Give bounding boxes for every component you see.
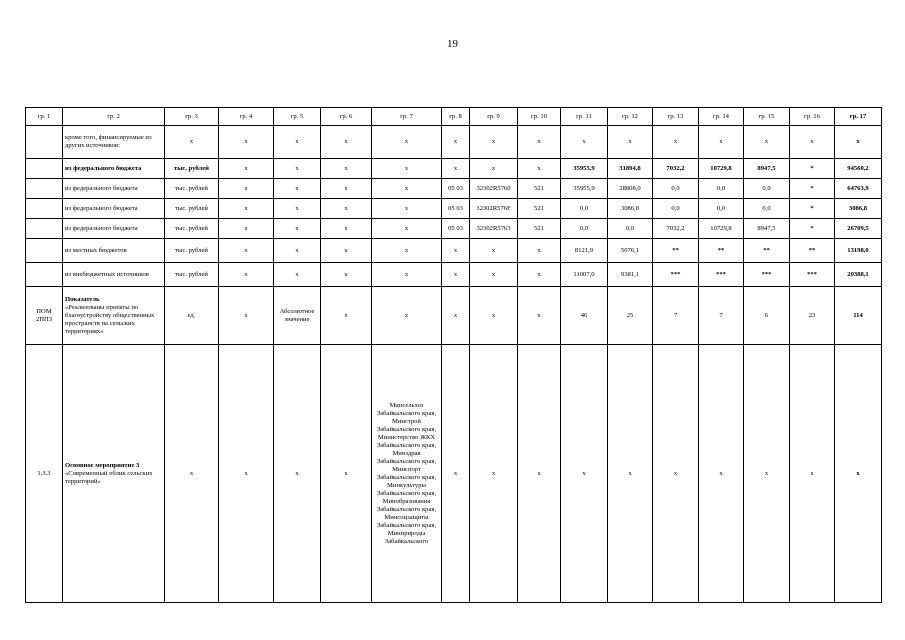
table-cell: 28808,0 xyxy=(608,179,653,199)
table-cell: тыс. рублей xyxy=(165,219,219,239)
table-cell: из местных бюджетов xyxy=(63,239,165,263)
table-row-federal-total xyxy=(26,159,882,179)
table-cell: х xyxy=(442,263,470,287)
table-cell: 35955,9 xyxy=(561,179,608,199)
responsible-agencies-cell: Минсельхоз Забайкальского края, Минстрой Забайкальского края, Министерство ЖКХ Забайкальского края, Минздрав Забайкальского края, Минспорт Забайкальского края, Минкультуры Забайкальского края, Минобразования Забайкальского края, Минсоцзащиты Забайкальского края, Минприроды Забайкальского xyxy=(372,345,442,603)
table-row-federal-1 xyxy=(26,179,882,199)
table-cell xyxy=(63,345,165,603)
table-cell: х xyxy=(321,179,372,199)
activity-heading: Основное мероприятие 3 xyxy=(65,461,140,469)
table-cell: 11007,0 xyxy=(561,263,608,287)
table-cell xyxy=(63,287,165,345)
table-cell: х xyxy=(219,239,274,263)
table-cell: х xyxy=(608,345,653,603)
table-cell: х xyxy=(470,126,518,159)
table-cell: 0,0 xyxy=(653,199,699,219)
table-cell: х xyxy=(372,179,442,199)
table-cell: 0,0 xyxy=(608,219,653,239)
header-cell: гр. 6 xyxy=(321,108,372,126)
table-cell: тыс. рублей xyxy=(165,159,219,179)
header-row xyxy=(26,108,882,126)
table-cell: х xyxy=(470,345,518,603)
table-cell: х xyxy=(274,179,321,199)
table-cell: 10729,8 xyxy=(699,159,744,179)
header-cell: гр. 13 xyxy=(653,108,699,126)
table-cell: х xyxy=(165,126,219,159)
header-cell: гр. 17 xyxy=(835,108,882,126)
table-cell: х xyxy=(372,219,442,239)
table-cell: х xyxy=(561,345,608,603)
table-cell: х xyxy=(518,345,561,603)
header-cell: гр. 7 xyxy=(372,108,442,126)
table-cell: * xyxy=(790,159,835,179)
table-cell xyxy=(26,263,63,287)
table-cell: х xyxy=(442,287,470,345)
table-cell: 8947,5 xyxy=(744,159,790,179)
table-cell: 5076,1 xyxy=(608,239,653,263)
table-cell: 05 03 xyxy=(442,179,470,199)
table-cell: х xyxy=(274,263,321,287)
table-cell: из федерального бюджета xyxy=(63,199,165,219)
table-cell: 7032,2 xyxy=(653,159,699,179)
table-cell: тыс. рублей xyxy=(165,239,219,263)
table-cell: х xyxy=(790,345,835,603)
header-cell: гр. 2 xyxy=(63,108,165,126)
header-cell: гр. 9 xyxy=(470,108,518,126)
table-cell: из федерального бюджета xyxy=(63,159,165,179)
table-cell: 6 xyxy=(744,287,790,345)
table-cell: 8947,5 xyxy=(744,219,790,239)
table-cell: Абсолютное значение xyxy=(274,287,321,345)
table-cell: х xyxy=(219,345,274,603)
table-cell: 0,0 xyxy=(744,199,790,219)
header-cell: гр. 4 xyxy=(219,108,274,126)
table-row-federal-2 xyxy=(26,199,882,219)
table-cell: х xyxy=(470,263,518,287)
table-cell: 32302R5763 xyxy=(470,219,518,239)
table-cell: х xyxy=(165,345,219,603)
header-cell: гр. 3 xyxy=(165,108,219,126)
table-cell: 05 03 xyxy=(442,219,470,239)
table-cell: 05 03 xyxy=(442,199,470,219)
table-cell xyxy=(26,219,63,239)
table-cell: х xyxy=(219,179,274,199)
table-cell: х xyxy=(699,345,744,603)
table-cell: 0,0 xyxy=(561,219,608,239)
table-cell: *** xyxy=(699,263,744,287)
table-cell: * xyxy=(790,179,835,199)
table-cell: х xyxy=(321,219,372,239)
header-cell: гр. 5 xyxy=(274,108,321,126)
table-cell: * xyxy=(790,199,835,219)
table-cell: х xyxy=(442,126,470,159)
table-cell: х xyxy=(274,199,321,219)
table-cell: кроме того, финансируемые из других источников: xyxy=(63,126,165,159)
table-cell: х xyxy=(274,219,321,239)
table-cell: х xyxy=(274,239,321,263)
table-cell: х xyxy=(321,287,372,345)
table-cell: х xyxy=(219,126,274,159)
table-cell: х xyxy=(321,126,372,159)
table-cell: 0,0 xyxy=(561,199,608,219)
table-cell: х xyxy=(274,126,321,159)
header-cell: гр. 1 xyxy=(26,108,63,126)
table-cell: х xyxy=(744,126,790,159)
table-cell: х xyxy=(372,126,442,159)
table-cell: 46 xyxy=(561,287,608,345)
table-cell: х xyxy=(470,239,518,263)
header-cell: гр. 12 xyxy=(608,108,653,126)
table-cell: х xyxy=(518,263,561,287)
table-cell: ** xyxy=(790,239,835,263)
table-cell: 20388,1 xyxy=(835,263,882,287)
table-cell xyxy=(26,179,63,199)
table-cell xyxy=(26,159,63,179)
table-cell: ед. xyxy=(165,287,219,345)
table-cell: х xyxy=(653,345,699,603)
table-cell: х xyxy=(321,199,372,219)
table-cell: 0,0 xyxy=(653,179,699,199)
table-cell: х xyxy=(321,345,372,603)
table-cell: тыс. рублей xyxy=(165,263,219,287)
table-cell xyxy=(26,239,63,263)
table-cell: 0,0 xyxy=(699,199,744,219)
indicator-description: «Реализованы проекты по благоустройству общественных пространств на сельских территориях» xyxy=(65,303,155,335)
table-row-indicator xyxy=(26,287,882,345)
table-cell: 35955,9 xyxy=(561,159,608,179)
table-cell: 23 xyxy=(790,287,835,345)
table-row-extra-budget xyxy=(26,263,882,287)
table-cell: 9381,1 xyxy=(608,263,653,287)
table-cell: х xyxy=(518,159,561,179)
table-cell: *** xyxy=(744,263,790,287)
table-cell: 3086,8 xyxy=(608,199,653,219)
table-row-activity xyxy=(26,345,882,603)
table-cell: х xyxy=(442,159,470,179)
table-cell: * xyxy=(790,219,835,239)
table-cell: х xyxy=(372,199,442,219)
table-cell: х xyxy=(321,263,372,287)
table-cell: ПОМ 2ПП3 xyxy=(26,287,63,345)
table-cell: 0,0 xyxy=(699,179,744,199)
table-cell: х xyxy=(518,126,561,159)
table-row-local-budgets xyxy=(26,239,882,263)
table-cell: х xyxy=(835,126,882,159)
table-cell: х xyxy=(321,239,372,263)
table-cell: х xyxy=(561,126,608,159)
table-cell: 31894,8 xyxy=(608,159,653,179)
table-cell: 8121,9 xyxy=(561,239,608,263)
table-cell: х xyxy=(372,263,442,287)
table-cell: *** xyxy=(653,263,699,287)
table-cell: х xyxy=(219,219,274,239)
table-cell: 64763,9 xyxy=(835,179,882,199)
table-cell: 1.3.3 xyxy=(26,345,63,603)
table-cell: х xyxy=(699,126,744,159)
indicator-heading: Показатель xyxy=(65,295,100,303)
table-cell: х xyxy=(372,287,442,345)
table-cell: х xyxy=(653,126,699,159)
header-cell: гр. 15 xyxy=(744,108,790,126)
table-cell: ** xyxy=(744,239,790,263)
table-cell xyxy=(26,126,63,159)
table-cell: 32302R576F xyxy=(470,199,518,219)
table-cell: х xyxy=(219,287,274,345)
table-cell: 13198,0 xyxy=(835,239,882,263)
table-cell: х xyxy=(518,287,561,345)
table-cell xyxy=(26,199,63,219)
activity-description: «Современный облик сельских территорий» xyxy=(65,469,153,485)
table-cell: 10729,8 xyxy=(699,219,744,239)
table-cell: 7032,2 xyxy=(653,219,699,239)
budget-table xyxy=(25,107,882,603)
table-cell: тыс. рублей xyxy=(165,199,219,219)
table-cell: х xyxy=(274,159,321,179)
header-cell: гр. 16 xyxy=(790,108,835,126)
table-cell: *** xyxy=(790,263,835,287)
table-cell: 0,0 xyxy=(744,179,790,199)
table-cell: 521 xyxy=(518,179,561,199)
header-cell: гр. 8 xyxy=(442,108,470,126)
header-cell: гр. 14 xyxy=(699,108,744,126)
table-cell: х xyxy=(321,159,372,179)
page-number: 19 xyxy=(447,38,458,50)
table-cell: х xyxy=(790,126,835,159)
table-cell: 94560,2 xyxy=(835,159,882,179)
header-cell: гр. 10 xyxy=(518,108,561,126)
table-cell: 7 xyxy=(699,287,744,345)
table-cell: 25 xyxy=(608,287,653,345)
table-row-federal-3 xyxy=(26,219,882,239)
table-cell: х xyxy=(835,345,882,603)
table-cell: х xyxy=(442,239,470,263)
table-cell: из внебюджетных источников xyxy=(63,263,165,287)
table-cell: х xyxy=(442,345,470,603)
table-cell: х xyxy=(274,345,321,603)
table-cell: 521 xyxy=(518,219,561,239)
table-cell: х xyxy=(219,159,274,179)
table-cell: 32302R5760 xyxy=(470,179,518,199)
table-cell: х xyxy=(372,159,442,179)
table-cell: 7 xyxy=(653,287,699,345)
table-cell: х xyxy=(608,126,653,159)
table-cell: 26709,5 xyxy=(835,219,882,239)
table-row-other-sources xyxy=(26,126,882,159)
table-cell: х xyxy=(219,263,274,287)
table-cell: х xyxy=(372,239,442,263)
table-cell: 114 xyxy=(835,287,882,345)
table-cell: х xyxy=(470,159,518,179)
table-cell: 521 xyxy=(518,199,561,219)
table-cell: 3086,8 xyxy=(835,199,882,219)
table-cell: из федерального бюджета xyxy=(63,219,165,239)
header-cell: гр. 11 xyxy=(561,108,608,126)
table-cell: х xyxy=(219,199,274,219)
table-cell: ** xyxy=(653,239,699,263)
table-cell: из федерального бюджета xyxy=(63,179,165,199)
table-cell: х xyxy=(744,345,790,603)
table-cell: х xyxy=(518,239,561,263)
table-cell: ** xyxy=(699,239,744,263)
table-cell: х xyxy=(470,287,518,345)
table-cell: тыс. рублей xyxy=(165,179,219,199)
